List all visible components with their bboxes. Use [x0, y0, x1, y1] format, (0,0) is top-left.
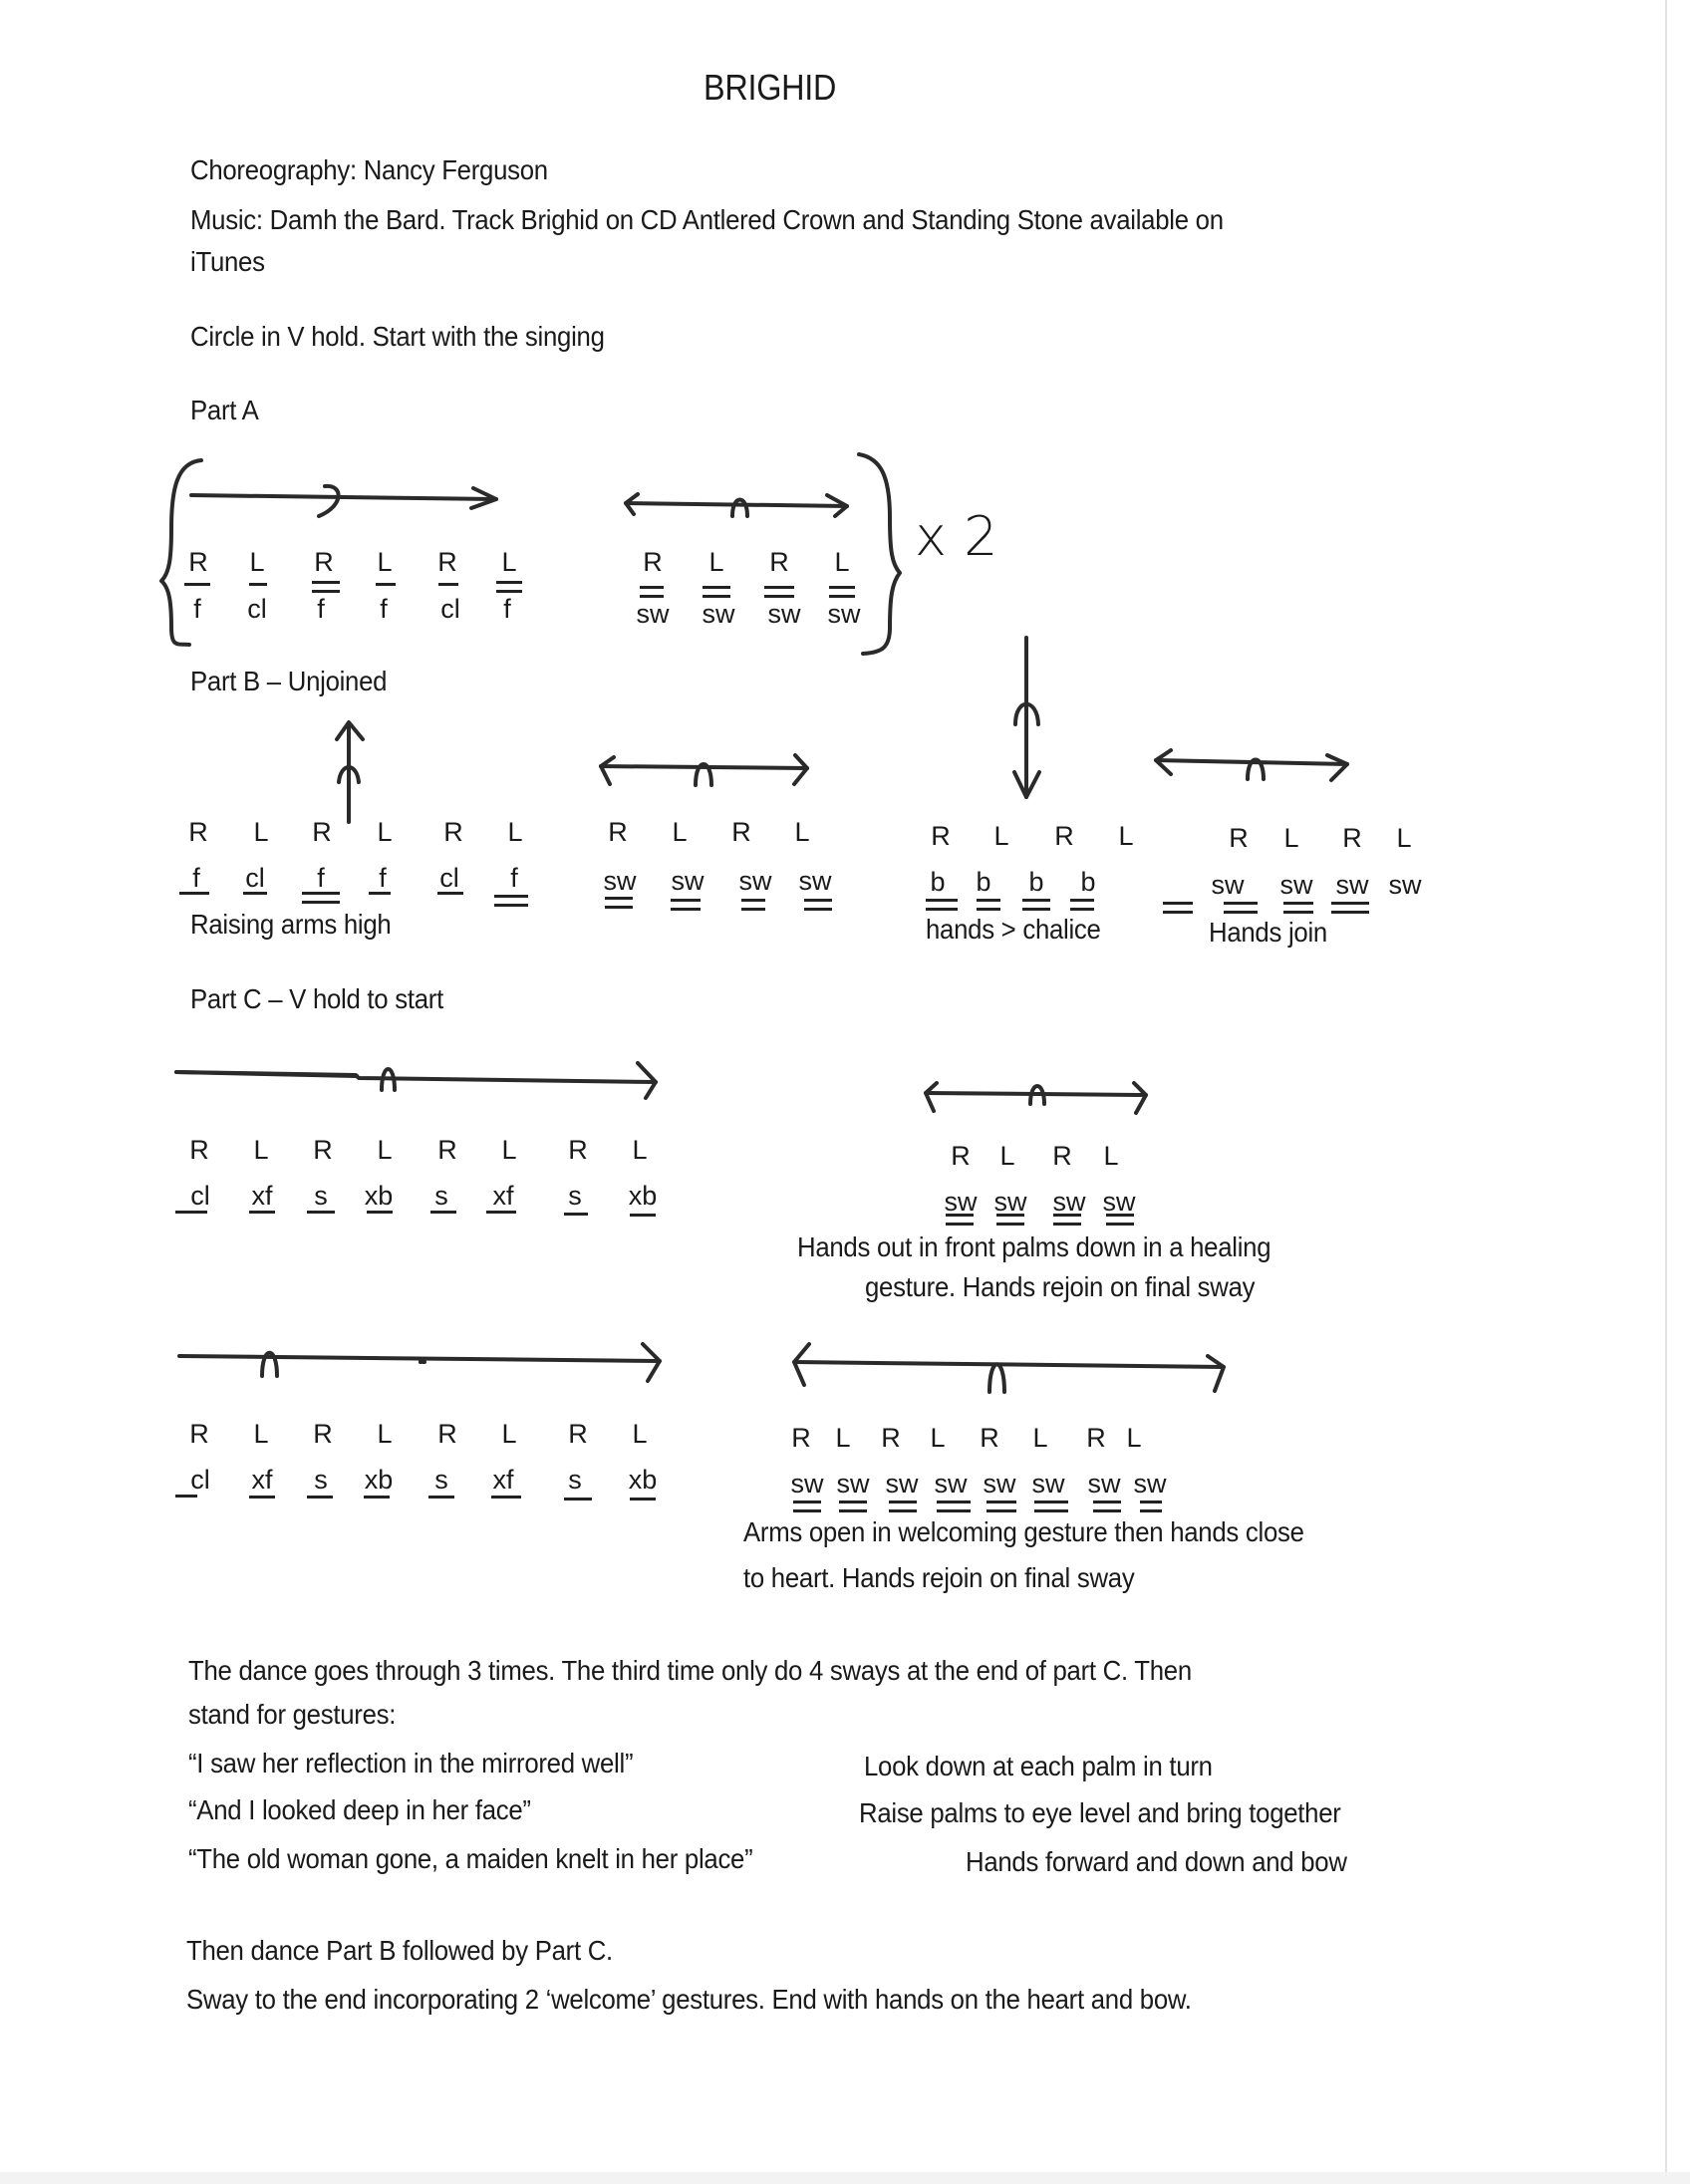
step-label: xf	[251, 1181, 273, 1211]
foot-label: R	[313, 1419, 333, 1449]
foot-label: L	[999, 1141, 1015, 1171]
step-label: f	[510, 863, 518, 893]
foot-label: L	[253, 1135, 269, 1165]
step-label: s	[434, 1465, 448, 1495]
step-label: f	[317, 863, 325, 893]
foot-label: R	[568, 1419, 588, 1449]
step-label: cl	[439, 863, 459, 893]
part-b-note-1: Raising arms high	[190, 909, 392, 940]
step-label: xf	[251, 1465, 273, 1495]
formation-note: Circle in V hold. Start with the singing	[190, 321, 605, 352]
foot-label: R	[568, 1135, 588, 1165]
step-label: sw	[836, 1469, 870, 1499]
step-label: sw	[1087, 1469, 1121, 1499]
ending-paragraph-line1: The dance goes through 3 times. The third time only do 4 sways at the end of part C. Then	[188, 1655, 1192, 1686]
foot-label: L	[794, 817, 810, 847]
part-c-row2-arrow-left	[179, 1356, 660, 1361]
step-label: sw	[1052, 1187, 1086, 1217]
gesture-action: Hands forward and down and bow	[966, 1846, 1347, 1877]
step-label: sw	[1031, 1469, 1065, 1499]
foot-label: L	[377, 1419, 393, 1449]
step-label: sw	[798, 866, 832, 896]
choreography-credit: Choreography: Nancy Ferguson	[190, 154, 548, 185]
foot-label: L	[834, 547, 850, 577]
step-label: sw	[1133, 1469, 1167, 1499]
step-label: b	[976, 867, 991, 897]
step-label: f	[192, 863, 200, 893]
foot-label: L	[507, 817, 523, 847]
foot-label: R	[951, 1141, 971, 1171]
music-credit-cont: iTunes	[190, 246, 265, 277]
foot-label: R	[791, 1423, 811, 1453]
step-label: s	[434, 1181, 448, 1211]
foot-label: L	[672, 817, 688, 847]
step-label: xb	[628, 1465, 658, 1495]
foot-label: L	[1032, 1423, 1048, 1453]
part-b-note-4: Hands join	[1209, 917, 1327, 948]
foot-label: R	[437, 1135, 457, 1165]
part-c-row2-note-line1: Arms open in welcoming gesture then hands close	[743, 1516, 1304, 1547]
step-label: cl	[440, 594, 460, 624]
foot-label: R	[608, 817, 628, 847]
foot-label: L	[930, 1423, 946, 1453]
part-c-row1-note-line1: Hands out in front palms down in a healing	[797, 1231, 1271, 1262]
foot-label: R	[769, 547, 789, 577]
foot-label: L	[708, 547, 724, 577]
part-c-row1-note-line2: gesture. Hands rejoin on final sway	[865, 1271, 1256, 1302]
foot-label: L	[1103, 1141, 1119, 1171]
step-label: f	[317, 594, 325, 624]
gesture-lyric: “And I looked deep in her face”	[188, 1794, 531, 1825]
part-c-row2-note-line2: to heart. Hands rejoin on final sway	[743, 1562, 1135, 1593]
foot-label: L	[1126, 1423, 1142, 1453]
foot-label: R	[1229, 823, 1249, 853]
repeat-marker: x 2	[915, 505, 998, 568]
step-label: xf	[492, 1465, 514, 1495]
part-c-label: Part C – V hold to start	[190, 983, 443, 1014]
foot-label: R	[312, 817, 332, 847]
foot-label: R	[437, 547, 457, 577]
step-label: f	[503, 594, 511, 624]
foot-label: R	[931, 821, 951, 851]
step-label: sw	[983, 1469, 1016, 1499]
gesture-action: Look down at each palm in turn	[864, 1751, 1213, 1781]
step-label: sw	[944, 1187, 978, 1217]
foot-label: L	[1118, 821, 1134, 851]
foot-label: R	[731, 817, 751, 847]
step-label: f	[193, 594, 201, 624]
step-label: xb	[628, 1181, 658, 1211]
step-label: sw	[1279, 870, 1313, 900]
gesture-lyric: “I saw her reflection in the mirrored well”	[188, 1748, 634, 1778]
part-b-arrow-2	[601, 766, 807, 768]
step-label: cl	[190, 1465, 210, 1495]
foot-label: R	[443, 817, 463, 847]
step-label: xf	[492, 1181, 514, 1211]
foot-label: L	[835, 1423, 851, 1453]
foot-label: L	[501, 1135, 517, 1165]
foot-label: R	[437, 1419, 457, 1449]
foot-label: L	[501, 1419, 517, 1449]
step-label: b	[1080, 867, 1096, 897]
part-a-arrow-1	[191, 495, 496, 499]
step-label: s	[568, 1465, 582, 1495]
foot-label: L	[1396, 823, 1412, 853]
foot-label: L	[632, 1419, 648, 1449]
step-label: sw	[790, 1469, 824, 1499]
ending-paragraph-line2: stand for gestures:	[188, 1699, 397, 1730]
foot-label: L	[377, 1135, 393, 1165]
step-label: sw	[885, 1469, 919, 1499]
foot-label: L	[249, 547, 265, 577]
step-label: xb	[364, 1465, 394, 1495]
foot-label: R	[188, 547, 208, 577]
step-label: sw	[1335, 870, 1369, 900]
part-c-row1-arrow-right	[926, 1093, 1146, 1095]
foot-label: L	[1283, 823, 1299, 853]
step-label: sw	[1102, 1187, 1136, 1217]
page-title: BRIGHID	[704, 67, 837, 108]
part-b-label: Part B – Unjoined	[190, 666, 388, 696]
step-label: sw	[738, 866, 772, 896]
step-label: sw	[934, 1469, 968, 1499]
foot-label: R	[980, 1423, 999, 1453]
foot-label: R	[313, 1135, 333, 1165]
foot-label: R	[881, 1423, 901, 1453]
foot-label: L	[993, 821, 1009, 851]
gesture-lyric: “The old woman gone, a maiden knelt in her place”	[188, 1843, 753, 1874]
step-label: f	[379, 863, 387, 893]
foot-label: L	[253, 817, 269, 847]
step-label: f	[380, 594, 388, 624]
foot-label: L	[501, 547, 517, 577]
step-label: sw	[671, 866, 704, 896]
step-label: cl	[190, 1181, 210, 1211]
step-label: sw	[1211, 870, 1245, 900]
foot-label: R	[189, 1419, 209, 1449]
step-label: cl	[247, 594, 267, 624]
foot-label: L	[632, 1135, 648, 1165]
step-label: s	[568, 1181, 582, 1211]
step-label: sw	[993, 1187, 1027, 1217]
final-instruction-line1: Then dance Part B followed by Part C.	[186, 1935, 613, 1966]
music-credit: Music: Damh the Bard. Track Brighid on CD Antlered Crown and Standing Stone available on	[190, 204, 1224, 235]
foot-label: R	[1342, 823, 1362, 853]
foot-label: R	[1054, 821, 1074, 851]
foot-label: R	[188, 817, 208, 847]
step-label: sw	[603, 866, 637, 896]
foot-label: L	[377, 547, 393, 577]
step-label: b	[1028, 867, 1044, 897]
foot-label: R	[1086, 1423, 1106, 1453]
foot-label: L	[253, 1419, 269, 1449]
step-label: s	[314, 1465, 328, 1495]
part-b-note-3: hands > chalice	[926, 914, 1101, 945]
step-label: sw	[767, 599, 801, 629]
step-label: s	[314, 1181, 328, 1211]
foot-label: R	[189, 1135, 209, 1165]
step-label: sw	[702, 599, 735, 629]
foot-label: L	[377, 817, 393, 847]
foot-label: R	[314, 547, 334, 577]
step-label: sw	[636, 599, 670, 629]
step-label: sw	[827, 599, 861, 629]
part-a-label: Part A	[190, 395, 259, 425]
final-instruction-line2: Sway to the end incorporating 2 ‘welcome’ gestures. End with hands on the heart and bow.	[186, 1984, 1192, 2015]
step-label: xb	[364, 1181, 394, 1211]
step-label: b	[930, 867, 946, 897]
step-label: sw	[1388, 870, 1422, 900]
foot-label: R	[643, 547, 663, 577]
gesture-action: Raise palms to eye level and bring together	[859, 1797, 1341, 1828]
foot-label: R	[1052, 1141, 1072, 1171]
step-label: cl	[245, 863, 265, 893]
